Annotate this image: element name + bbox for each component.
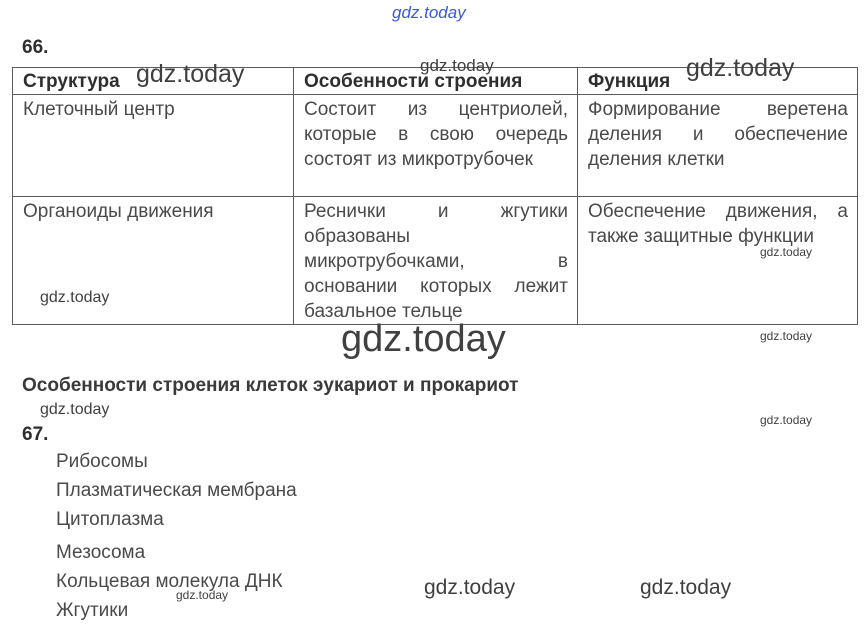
header-structure: Структура	[13, 68, 294, 95]
watermark-cell-right: gdz.today	[760, 245, 813, 259]
watermark-header-b: gdz.today	[420, 56, 494, 75]
watermark-big: gdz.today	[341, 318, 506, 360]
cell-features: Состоит из центриолей, которые в свою очередь состоят из микротрубочек	[294, 95, 578, 197]
table-row	[13, 95, 858, 197]
watermark-header-a: gdz.today	[136, 60, 245, 88]
list-item: Жгутики	[56, 600, 129, 621]
cell-structure: Органоиды движения	[13, 197, 294, 325]
list-item: Мезосома	[56, 542, 146, 563]
watermark-top: gdz.today	[392, 3, 466, 22]
watermark-side-b: gdz.today	[760, 413, 813, 427]
watermark-list-small: gdz.today	[176, 588, 229, 602]
section-title: Особенности строения клеток эукариот и прокариот	[22, 375, 519, 396]
list-item: Плазматическая мембрана	[56, 480, 297, 501]
cell-features: Реснички и жгутики образованы микротрубочками, в основании которых лежит базальное тельце	[294, 197, 578, 325]
watermark-mid-left: gdz.today	[40, 401, 110, 418]
watermark-cell-left: gdz.today	[40, 289, 110, 306]
watermark-bottom-b: gdz.today	[640, 576, 732, 599]
task-66-number: 66.	[22, 37, 49, 58]
watermark-header-c: gdz.today	[686, 54, 795, 82]
list-item: Цитоплазма	[56, 509, 164, 530]
table-row	[13, 197, 858, 325]
structure-table	[12, 67, 858, 325]
cell-function: Формирование веретена деления и обеспечение деления клетки	[578, 95, 858, 197]
cell-function: Обеспечение движения, а также защитные функции	[578, 197, 858, 325]
task-67-number: 67.	[22, 424, 49, 445]
cell-structure: Клеточный центр	[13, 95, 294, 197]
watermark-bottom-a: gdz.today	[424, 576, 516, 599]
list-item: Кольцевая молекула ДНК	[56, 571, 283, 592]
header-features: Особенности строения	[294, 68, 578, 95]
header-function: Функция	[578, 68, 858, 95]
watermark-side-a: gdz.today	[760, 329, 813, 343]
list-item: Рибосомы	[56, 451, 148, 472]
